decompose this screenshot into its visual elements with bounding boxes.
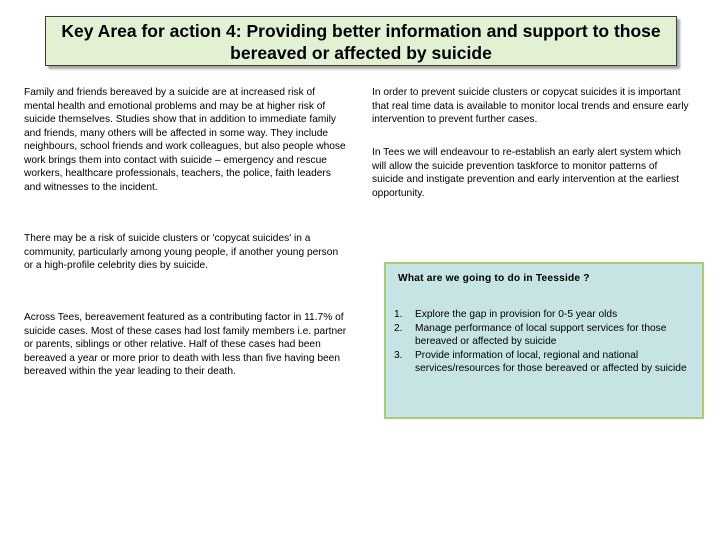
list-item-text: Manage performance of local support services for those bereaved or affected by suicide xyxy=(415,322,667,347)
suicide-clusters-paragraph: There may be a risk of suicide clusters or 'copycat suicides' in a community, particularly among young people, if another young person or a high-profile celebrity dies by suicide. xyxy=(24,233,339,271)
action-plan-list xyxy=(390,308,692,376)
list-item-text: Provide information of local, regional and national services/resources for those bereaved or affected by suicide xyxy=(415,349,687,374)
list-item-text: Explore the gap in provision for 0-5 year olds xyxy=(415,309,618,320)
action-plan-heading: What are we going to do in Teesside ? xyxy=(398,273,590,284)
early-alert-system-paragraph: In Tees we will endeavour to re-establish an early alert system which will allow the suicide prevention taskforce to monitor patterns of suicide and instigate prevention and early intervention at the earliest opportunity. xyxy=(372,147,681,199)
page-title: Key Area for action 4: Providing better information and support to those bereaved or affected by suicide xyxy=(45,16,677,66)
list-item-number: 2. xyxy=(394,322,403,334)
list-item xyxy=(390,349,692,376)
list-item-number: 3. xyxy=(394,349,403,361)
action-plan-box xyxy=(384,262,704,419)
list-item xyxy=(390,322,692,349)
list-item xyxy=(390,308,692,322)
real-time-data-paragraph: In order to prevent suicide clusters or copycat suicides it is important that real time data is available to monitor local trends and ensure early intervention to prevent further cases. xyxy=(372,87,689,125)
tees-bereavement-statistics-paragraph: Across Tees, bereavement featured as a contributing factor in 11.7% of suicide cases. Most of these cases had lost family members i.e. partner or parents, siblings or other relative. Half of these cases had been bereaved a year or more prior to death with less than five having been bereaved within the year leading to their death. xyxy=(24,312,347,377)
list-item-number: 1. xyxy=(394,309,403,320)
bereavement-risk-paragraph: Family and friends bereaved by a suicide are at increased risk of mental health and emotional problems and may be at higher risk of suicide themselves. Studies show that in addition to immediate family and friends, many others will be affected in some way. They include neighbours, school friends and work colleagues, but also people whose work brings them into contact with suicide – emergency and rescue workers, healthcare professionals, teachers, the police, faith leaders and witnesses to the incident. xyxy=(24,87,346,193)
